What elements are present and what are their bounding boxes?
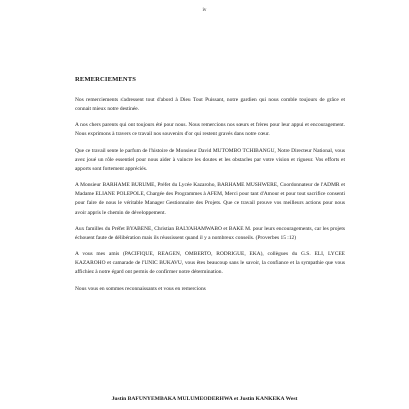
paragraph-families: Aux familles du Préfet BYABENE, Christian BALYAHAMWABO et BAKE M. pour leurs encouragements, car les projets échouent faute de délibération mais ils réussissent quand il y a nombreux conseils. (Proverbes 15 :12) (75, 225, 345, 241)
paragraph-closing: Nous vous en sommes reconnaissants et vous en remercions (75, 285, 206, 292)
acknowledgements-body (75, 96, 345, 301)
paragraph-director: Que ce travail sente le parfum de l'histoire de Monsieur David MUTOMBO TCHIBANGU, Notre Directeur National, vous avez joué un rôle essentiel pour nous aider à vaincre les doutes et les obstacles par votre vision et rigueur. Vos efforts et apports sont fortement appréciés. (75, 147, 345, 172)
paragraph-parents: A nos chers parents qui ont toujours été pour nous. Nous remercions nos sœurs et frères pour leur appui et encouragement. Nous exprimons à travers ce travail nos souvenirs d'or qui restent gravés dans notre cœur. (75, 122, 345, 138)
paragraph-god: Nos remerciements s'adressent tout d'abord à Dieu Tout Puissant, notre gardien qui nous comble toujours de grâce et connait mieux notre destinée. (75, 97, 345, 113)
section-heading: REMERCIEMENTS (75, 76, 137, 83)
page-number: iv (202, 8, 207, 13)
paragraph-mentors: A Monsieur BARHAME BURUME, Préfet du Lycée Kazaroho, BARHAME MUSHWERE, Coordonnateur de l'ADMR et Madame ELIANE POLEPOLE, Chargée des Programmes à AFEM, Merci pour tant d'Amour et pour tout sacrifice consenti pour faire de nous le véritable Manager Gestionnaire des Projets. Que ce travail prouve vos meilleurs actions pour nous avoir appris le chemin de développement. (75, 182, 345, 216)
authors-footer: Justin BAFUNYEMBAKA MULUMEODERHWA et Justin KANKEKA West (111, 396, 298, 402)
paragraph-friends: A vous mes amis (PACIFIQUE, REAGEN, OMBERTO, RODRIGUE, EKA), collègues du G.S. ELI, LYCEE KAZAROHO et camarade de l'UNIC BUKAVU, vous êtes beaucoup sans le savoir, la confiance et la sympathie que vous affichiez à notre égard ont permis de confirmer notre détermination. (75, 251, 345, 276)
